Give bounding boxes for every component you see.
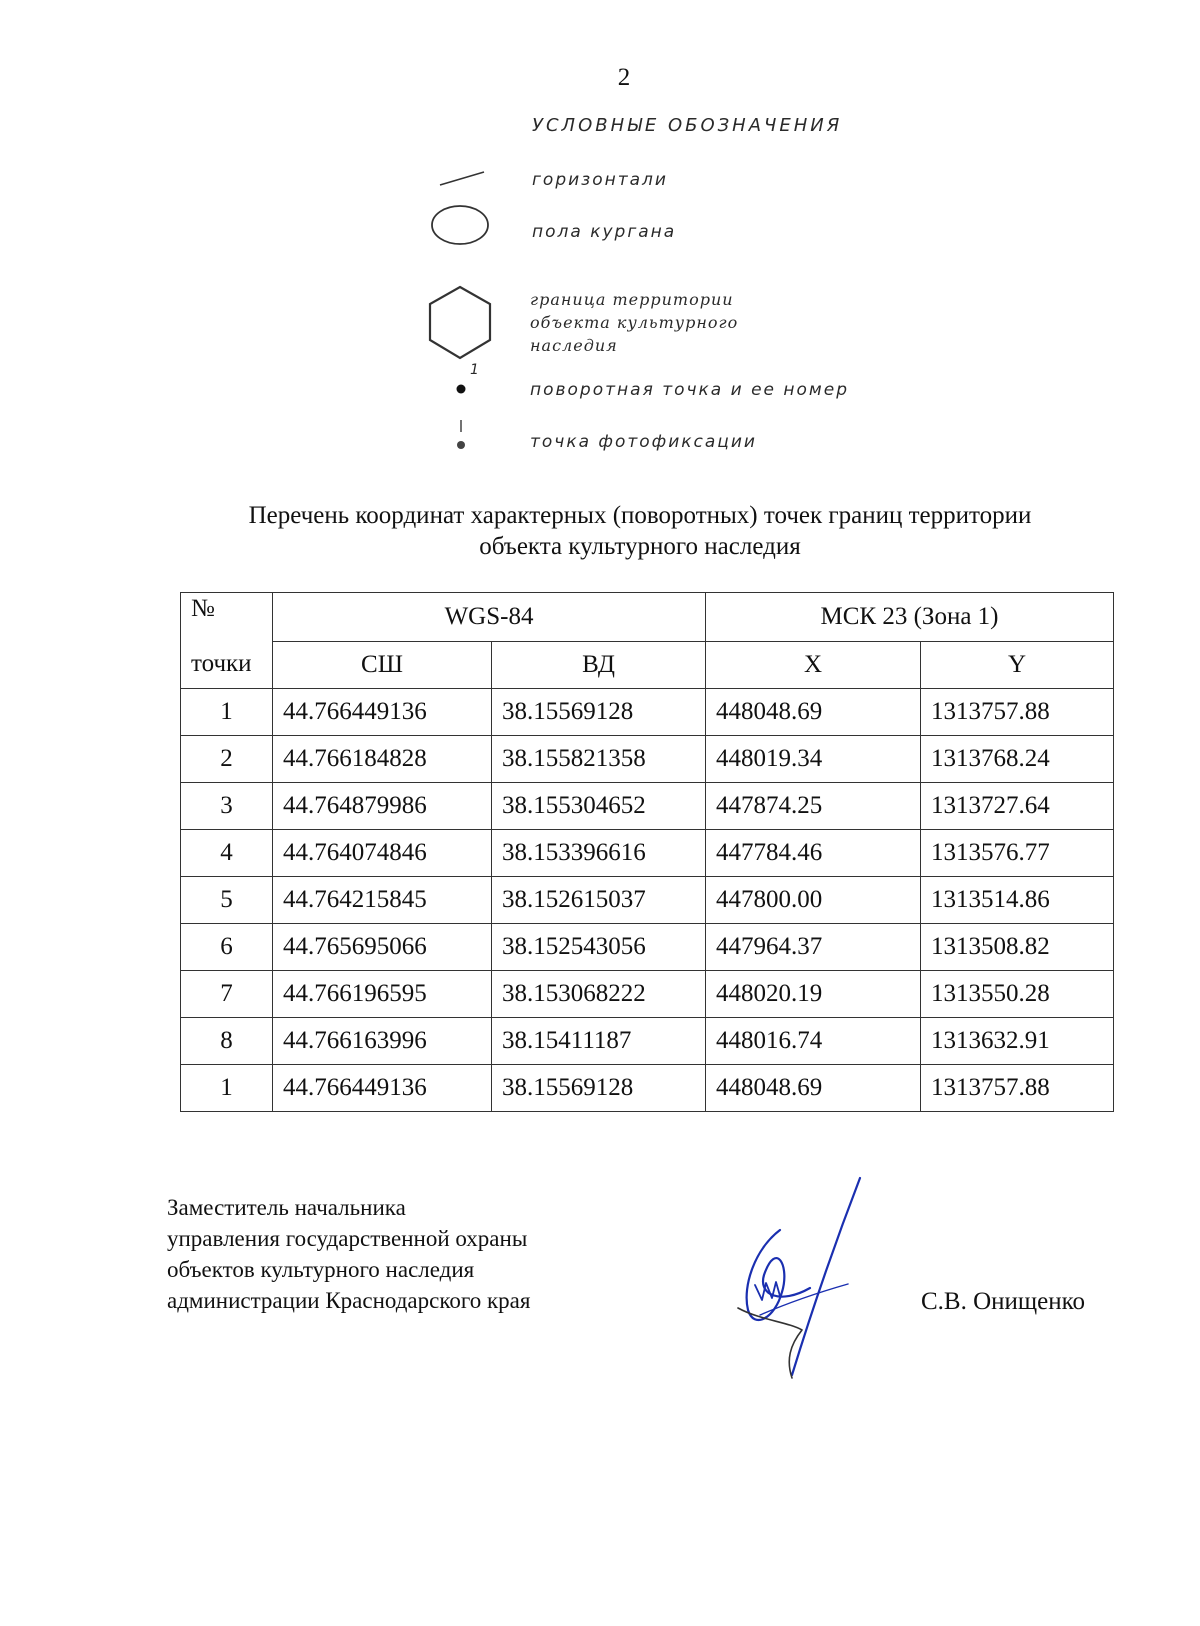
table-heading-line-1: Перечень координат характерных (поворотных) точек границ территории bbox=[248, 502, 1032, 529]
legend-label-contours: горизонтали bbox=[532, 170, 668, 190]
cell-point-number: 7 bbox=[181, 970, 273, 1017]
cell-x: 448019.34 bbox=[706, 735, 921, 782]
cell-y: 1313550.28 bbox=[921, 970, 1114, 1017]
legend-label-mound: пола кургана bbox=[532, 222, 677, 242]
cell-point-number: 2 bbox=[181, 735, 273, 782]
cell-latitude: 44.766449136 bbox=[273, 1064, 492, 1111]
cell-longitude: 38.153396616 bbox=[492, 829, 706, 876]
table-header-row-1 bbox=[181, 593, 1114, 642]
cell-longitude: 38.155821358 bbox=[492, 735, 706, 782]
cell-point-number: 5 bbox=[181, 876, 273, 923]
cell-y: 1313727.64 bbox=[921, 782, 1114, 829]
cell-x: 448020.19 bbox=[706, 970, 921, 1017]
cell-y: 1313632.91 bbox=[921, 1017, 1114, 1064]
cell-x: 447874.25 bbox=[706, 782, 921, 829]
cell-x: 448048.69 bbox=[706, 688, 921, 735]
signatory-name: С.В. Онищенко bbox=[921, 1288, 1086, 1315]
table-header-row-2 bbox=[181, 641, 1114, 688]
cell-longitude: 38.15411187 bbox=[492, 1017, 706, 1064]
cell-latitude: 44.764215845 bbox=[273, 876, 492, 923]
cell-longitude: 38.152543056 bbox=[492, 923, 706, 970]
cell-x: 448016.74 bbox=[706, 1017, 921, 1064]
table-row bbox=[181, 829, 1114, 876]
table-row bbox=[181, 1017, 1114, 1064]
handwritten-signature bbox=[720, 1170, 870, 1390]
cell-x: 447964.37 bbox=[706, 923, 921, 970]
cell-point-number: 8 bbox=[181, 1017, 273, 1064]
signatory-position-line-1: Заместитель начальника bbox=[167, 1195, 406, 1220]
cell-x: 447784.46 bbox=[706, 829, 921, 876]
legend-title: УСЛОВНЫЕ ОБОЗНАЧЕНИЯ bbox=[532, 115, 843, 136]
header-point-number-bottom: точки bbox=[181, 641, 273, 688]
header-point-number-top: № bbox=[181, 593, 273, 642]
cell-point-number: 1 bbox=[181, 688, 273, 735]
cell-x: 447800.00 bbox=[706, 876, 921, 923]
table-heading-line-2: объекта культурного наследия bbox=[479, 533, 801, 560]
cell-point-number: 4 bbox=[181, 829, 273, 876]
header-x: X bbox=[706, 641, 921, 688]
cell-point-number: 3 bbox=[181, 782, 273, 829]
cell-point-number: 1 bbox=[181, 1064, 273, 1111]
cell-longitude: 38.152615037 bbox=[492, 876, 706, 923]
cell-longitude: 38.15569128 bbox=[492, 1064, 706, 1111]
cell-y: 1313768.24 bbox=[921, 735, 1114, 782]
cell-latitude: 44.764074846 bbox=[273, 829, 492, 876]
table-row bbox=[181, 1064, 1114, 1111]
page-number: 2 bbox=[617, 64, 631, 91]
legend-label-boundary-line-1: граница территории bbox=[530, 290, 734, 309]
contour-line-icon bbox=[438, 168, 486, 188]
signatory-position-line-2: управления государственной охраны bbox=[167, 1226, 528, 1251]
cell-latitude: 44.764879986 bbox=[273, 782, 492, 829]
signatory-position-line-3: объектов культурного наследия bbox=[167, 1257, 475, 1282]
cell-point-number: 6 bbox=[181, 923, 273, 970]
table-row bbox=[181, 782, 1114, 829]
cell-y: 1313576.77 bbox=[921, 829, 1114, 876]
cell-latitude: 44.765695066 bbox=[273, 923, 492, 970]
legend-label-photo-point: точка фотофиксации bbox=[530, 432, 757, 452]
cell-latitude: 44.766184828 bbox=[273, 735, 492, 782]
header-longitude: ВД bbox=[492, 641, 706, 688]
cell-longitude: 38.155304652 bbox=[492, 782, 706, 829]
cell-y: 1313508.82 bbox=[921, 923, 1114, 970]
legend-label-boundary-line-2: объекта культурного bbox=[530, 313, 739, 332]
table-heading bbox=[180, 500, 1100, 562]
cell-latitude: 44.766449136 bbox=[273, 688, 492, 735]
table-row bbox=[181, 688, 1114, 735]
cell-y: 1313757.88 bbox=[921, 1064, 1114, 1111]
cell-longitude: 38.153068222 bbox=[492, 970, 706, 1017]
photo-point-icon bbox=[454, 418, 468, 452]
header-msk23: МСК 23 (Зона 1) bbox=[706, 593, 1114, 642]
cell-latitude: 44.766163996 bbox=[273, 1017, 492, 1064]
legend-label-boundary-line-3: наследия bbox=[530, 336, 618, 355]
table-row bbox=[181, 923, 1114, 970]
signatory-position-line-4: администрации Краснодарского края bbox=[167, 1288, 531, 1313]
table-row bbox=[181, 876, 1114, 923]
cell-x: 448048.69 bbox=[706, 1064, 921, 1111]
turning-point-number: 1 bbox=[470, 362, 479, 378]
header-latitude: СШ bbox=[273, 641, 492, 688]
legend-label-turning-point: поворотная точка и ее номер bbox=[530, 380, 849, 400]
table-row bbox=[181, 735, 1114, 782]
cell-y: 1313757.88 bbox=[921, 688, 1114, 735]
hexagon-boundary-icon bbox=[426, 284, 494, 364]
table-row bbox=[181, 970, 1114, 1017]
cell-latitude: 44.766196595 bbox=[273, 970, 492, 1017]
legend-label-boundary bbox=[530, 288, 738, 357]
mound-ellipse-icon bbox=[428, 203, 492, 247]
header-y: Y bbox=[921, 641, 1114, 688]
signatory-position bbox=[167, 1192, 530, 1316]
cell-longitude: 38.15569128 bbox=[492, 688, 706, 735]
header-wgs84: WGS-84 bbox=[273, 593, 706, 642]
coordinates-table bbox=[180, 592, 1114, 1112]
turning-point-icon bbox=[454, 382, 468, 396]
cell-y: 1313514.86 bbox=[921, 876, 1114, 923]
